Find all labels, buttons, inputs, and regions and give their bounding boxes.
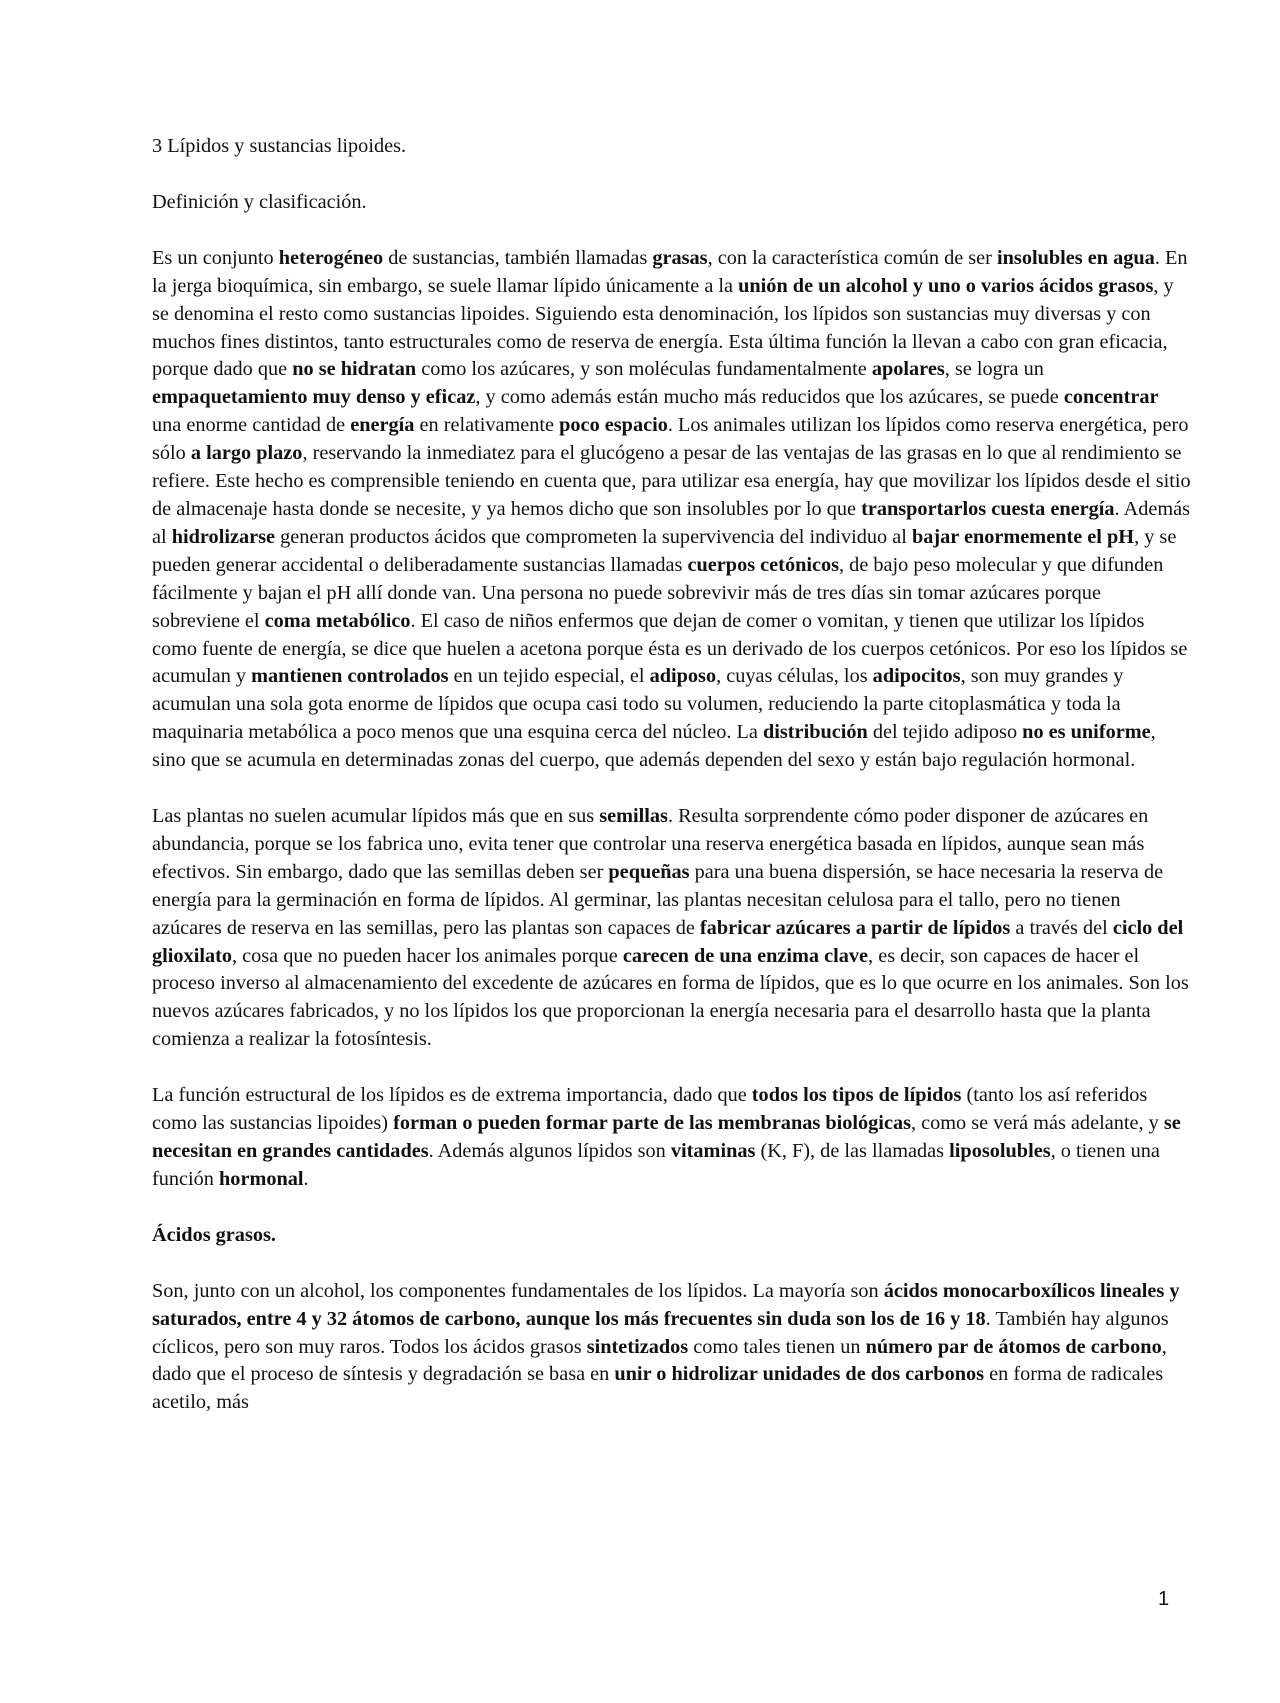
- bold-term: hormonal: [219, 1167, 304, 1190]
- bold-term: no es uniforme: [1022, 721, 1151, 744]
- bold-term: liposolubles: [949, 1140, 1051, 1162]
- bold-term: adiposo: [649, 665, 717, 688]
- section-title: Definición y clasificación.: [152, 190, 367, 213]
- subsection-title: Ácidos grasos.: [152, 1223, 276, 1246]
- bold-term: ácidos monocarboxílicos lineales y saturados, entre 4 y 32 átomos de carbono, aunque los más frecuentes sin duda son los de 16 y 18: [152, 1279, 1180, 1330]
- chapter-title: 3 Lípidos y sustancias lipoides.: [152, 135, 407, 157]
- paragraph-definition: Es un conjunto heterogéneo de sustancias, también llamadas grasas, con la característica común de ser insolubles en agua. En la jerga bioquímica, sin embargo, se suele llamar lípido únicamente a la unión de un alcohol y uno o varios ácidos grasos, y se denomina el resto como sustancias lipoides. Siguiendo esta denominación, los lípidos son sustancias muy diversas y con muchos fines distintos, tanto estructurales como de reserva de energía. Esta última función la llevan a cabo con gran eficacia, porque dado que no se hidratan como los azúcares, y son moléculas fundamentalmente apolares, se logra un empaquetamiento muy denso y eficaz, y como además están mucho más reducidos que los azúcares, se puede concentrar una enorme cantidad de energía en relativamente poco espacio. Los animales utilizan los lípidos como reserva energética, pero sólo a largo plazo, reservando la inmediatez para el glucógeno a pesar de las ventajas de las grasas en lo que al rendimiento se refiere. Este hecho es comprensible teniendo en cuenta que, para utilizar esa energía, hay que movilizar los lípidos desde el sitio de almacenaje hasta donde se necesite, y ya hemos dicho que son insolubles por lo que transportarlos cuesta energía. Además al hidrolizarse generan productos ácidos que comprometen la supervivencia del individuo al bajar enormemente el pH, y se pueden generar accidental o deliberadamente sustancias llamadas cuerpos cetónicos, de bajo peso molecular y que difunden fácilmente y bajan el pH allí donde van. Una persona no puede sobrevivir más de tres días sin tomar azúcares porque sobreviene el coma metabólico. El caso de niños enfermos que dejan de comer o vomitan, y tienen que utilizar los lípidos como fuente de energía, se dice que huelen a acetona porque ésta es un derivado de los cuerpos cetónicos. Por eso los lípidos se acumulan y mantienen controlados en un tejido especial, el adiposo, cuyas células, los adipocitos, son muy grandes y acumulan una sola gota enorme de lípidos que ocupa casi todo su volumen, reduciendo la parte citoplasmática y toda la maquinaria metabólica a poco menos que una esquina cerca del núcleo. La distribución del tejido adiposo no es uniforme, sino que se acumula en determinadas zonas del cuerpo, que además dependen del sexo y están bajo regulación hormonal.: [152, 246, 1191, 772]
- bold-term: forman o pueden formar parte de las membranas biológicas: [393, 1112, 911, 1135]
- bold-term: carecen de una enzima clave: [622, 944, 869, 967]
- bold-term: energía: [350, 414, 415, 437]
- bold-term: concentrar: [1063, 386, 1159, 409]
- bold-term: ciclo del glioxilato: [152, 916, 1184, 967]
- bold-term: empaquetamiento muy denso y eficaz: [152, 386, 476, 409]
- bold-term: se necesitan en grandes cantidades: [152, 1112, 1181, 1162]
- paragraph-structural-function: La función estructural de los lípidos es de extrema importancia, dado que todos los tipos de lípidos (tanto los así referidos como las sustancias lipoides) forman o pueden formar parte de las membranas biológicas, como se verá más adelante, y se necesitan en grandes cantidades. Además algunos lípidos son vitaminas (K, F), de las llamadas liposolubles, o tienen una función hormonal.: [152, 1084, 1181, 1190]
- bold-term: cuerpos cetónicos: [687, 553, 840, 576]
- bold-term: bajar enormemente el pH: [911, 525, 1135, 548]
- bold-term: semillas: [599, 805, 668, 828]
- bold-term: transportarlos cuesta energía: [861, 497, 1115, 520]
- bold-term: no se hidratan: [292, 358, 417, 381]
- bold-term: distribución: [763, 721, 868, 744]
- bold-term: vitaminas: [670, 1140, 756, 1162]
- bold-term: insolubles en agua: [997, 246, 1155, 269]
- bold-term: pequeñas: [608, 860, 690, 883]
- bold-term: grasas: [652, 246, 708, 269]
- paragraph-fatty-acids: Son, junto con un alcohol, los componentes fundamentales de los lípidos. La mayoría son ácidos monocarboxílicos lineales y saturados, entre 4 y 32 átomos de carbono, aunque los más frecuentes sin duda son los de 16 y 18. También hay algunos cíclicos, pero son muy raros. Todos los ácidos grasos sintetizados como tales tienen un número par de átomos de carbono, dado que el proceso de síntesis y degradación se basa en unir o hidrolizar unidades de dos carbonos en forma de radicales acetilo, más: [152, 1279, 1180, 1414]
- bold-term: número par de átomos de carbono: [865, 1335, 1162, 1358]
- paragraph-plants: Las plantas no suelen acumular lípidos más que en sus semillas. Resulta sorprendente cómo poder disponer de azúcares en abundancia, porque se los fabrica uno, evita tener que controlar una reserva energética basada en lípidos, aunque sean más efectivos. Sin embargo, dado que las semillas deben ser pequeñas para una buena dispersión, se hace necesaria la reserva de energía para la germinación en forma de lípidos. Al germinar, las plantas necesitan celulosa para el tallo, pero no tienen azúcares de reserva en las semillas, pero las plantas son capaces de fabricar azúcares a partir de lípidos a través del ciclo del glioxilato, cosa que no pueden hacer los animales porque carecen de una enzima clave, es decir, son capaces de hacer el proceso inverso al almacenamiento del excedente de azúcares en forma de lípidos, que es lo que ocurre en los animales. Son los nuevos azúcares fabricados, y no los lípidos los que proporcionan la energía necesaria para el desarrollo hasta que la planta comienza a realizar la fotosíntesis.: [152, 805, 1189, 1051]
- bold-term: a largo plazo: [190, 442, 303, 465]
- bold-term: sintetizados: [586, 1335, 689, 1358]
- page-content: [152, 133, 1192, 1417]
- bold-term: apolares: [871, 358, 945, 381]
- bold-term: unir o hidrolizar unidades de dos carbonos: [614, 1363, 985, 1386]
- bold-term: hidrolizarse: [171, 525, 275, 548]
- bold-term: poco espacio: [559, 414, 668, 437]
- bold-term: heterogéneo: [278, 246, 384, 269]
- bold-term: unión de un alcohol y uno o varios ácidos grasos: [738, 274, 1154, 297]
- bold-term: mantienen controlados: [251, 665, 449, 688]
- bold-term: adipocitos: [872, 665, 961, 688]
- page-number: 1: [1158, 1588, 1170, 1610]
- bold-term: coma metabólico: [264, 609, 411, 632]
- bold-term: todos los tipos de lípidos: [751, 1084, 962, 1107]
- bold-term: fabricar azúcares a partir de lípidos: [699, 916, 1011, 939]
